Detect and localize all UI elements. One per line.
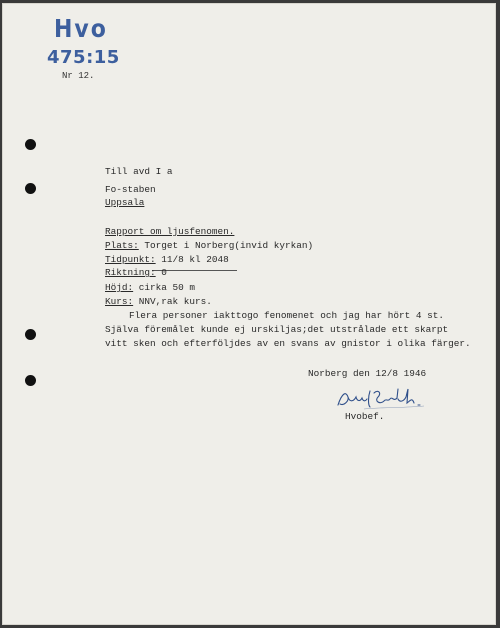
recipient-line-3: Uppsala xyxy=(105,197,145,208)
time-value: 11/8 kl 2048 xyxy=(155,254,229,265)
height-value: cirka 50 m xyxy=(133,282,196,293)
direction-label: Riktning: xyxy=(105,267,156,278)
document-page xyxy=(2,3,496,625)
punch-hole-2 xyxy=(25,183,36,194)
course-label: Kurs: xyxy=(105,296,134,307)
height-label: Höjd: xyxy=(105,282,134,293)
place-label: Plats: xyxy=(105,240,139,251)
place-and-date: Norberg den 12/8 1946 xyxy=(308,368,427,379)
archive-stamp-code: Hvo xyxy=(54,15,108,44)
time-row xyxy=(105,255,229,264)
document-number: Nr 12. xyxy=(62,71,95,81)
signatory-title: Hvobef. xyxy=(345,411,385,422)
punch-hole-1 xyxy=(25,139,36,150)
punch-hole-3 xyxy=(25,329,36,340)
course-row xyxy=(105,297,212,306)
direction-row xyxy=(105,268,167,277)
punch-hole-4 xyxy=(25,375,36,386)
height-row xyxy=(105,283,195,292)
archive-stamp-number: 475:15 xyxy=(47,47,120,68)
direction-value: 0 xyxy=(155,267,167,278)
body-line-2: Själva föremålet kunde ej urskiljas;det utstrålade ett skarpt xyxy=(105,324,449,335)
course-value: NNV,rak kurs. xyxy=(133,296,212,307)
recipient-line-2: Fo-staben xyxy=(105,184,156,195)
body-line-1: Flera personer iakttogo fenomenet och jag har hört 4 st. xyxy=(129,310,445,321)
body-line-3: vitt sken och efterföljdes av en svans av gnistor i olika färger. xyxy=(105,338,471,349)
report-title: Rapport om ljusfenomen. xyxy=(105,226,235,237)
time-label: Tidpunkt: xyxy=(105,254,156,265)
handwritten-signature xyxy=(334,385,430,413)
recipient-line-1: Till avd I a xyxy=(105,166,173,177)
place-value: Torget i Norberg(invid kyrkan) xyxy=(138,240,314,251)
place-row xyxy=(105,241,313,250)
